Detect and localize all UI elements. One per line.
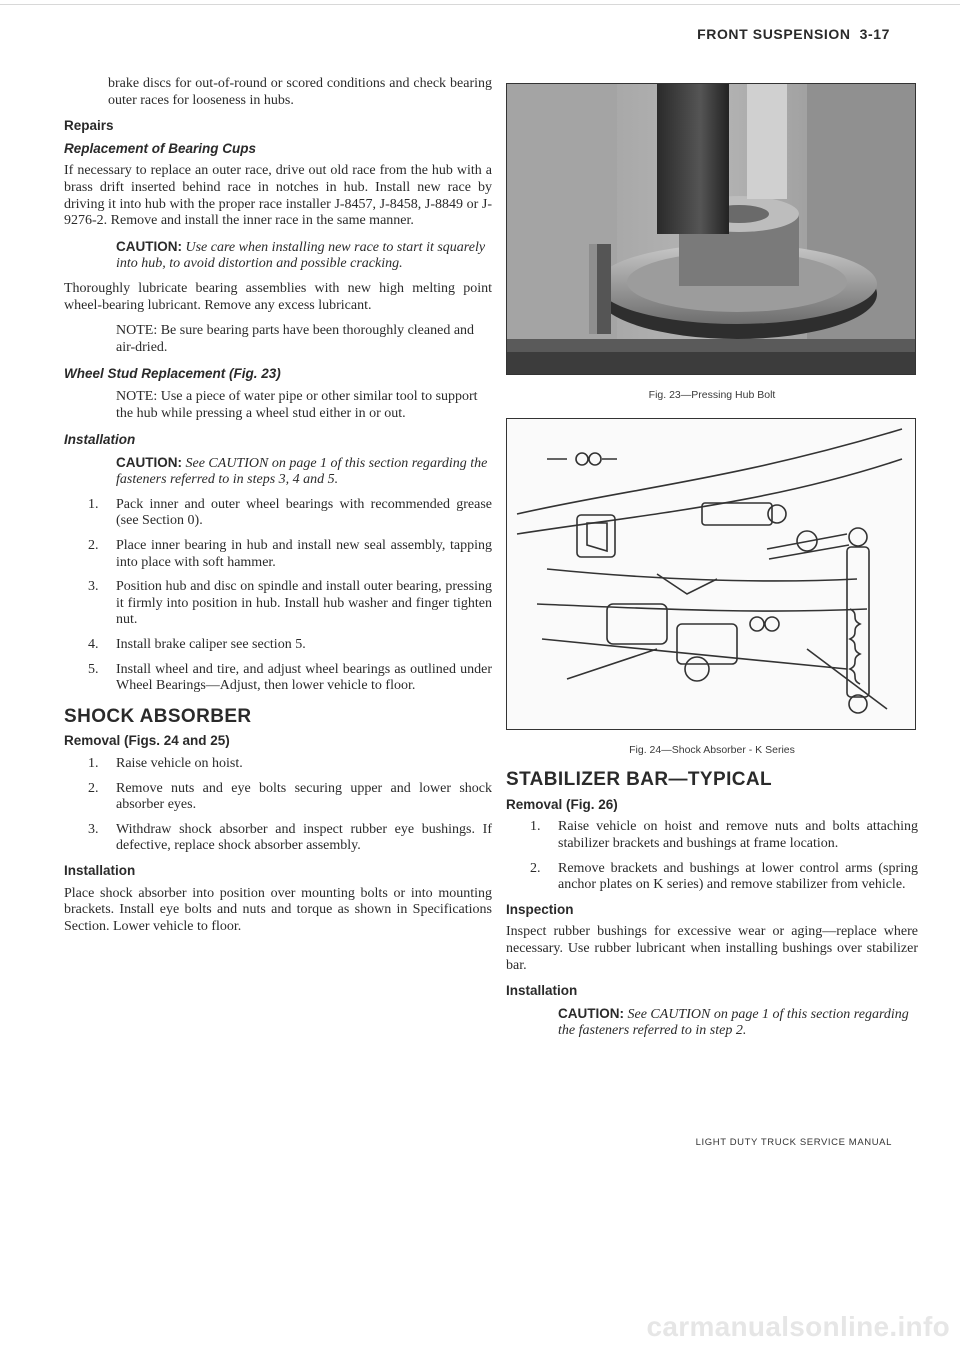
caution-text: Use care when installing new race to start it squarely into hub, to avoid distortion and possible cracking. (116, 239, 486, 272)
hub-press-photo-illustration (507, 84, 915, 374)
caution-fasteners-steps (116, 455, 492, 489)
step-number: 5. (88, 661, 99, 677)
step-number: 2. (530, 860, 541, 876)
caution-bearing-race (116, 239, 492, 273)
list-item (64, 538, 492, 571)
list-item (64, 781, 492, 814)
bearing-cups-heading: Replacement of Bearing Cups (64, 140, 257, 156)
step-number: 2. (88, 780, 99, 796)
list-item (506, 819, 918, 852)
step-text: Remove brackets and bushings at lower control arms (spring anchor plates on K series) and remove stabilizer from vehicle. (558, 860, 918, 893)
left-column (64, 76, 492, 944)
watermark: carmanualsonline.info (646, 1311, 950, 1342)
list-item (64, 579, 492, 629)
list-item (64, 662, 492, 695)
repairs-heading: Repairs (64, 118, 114, 134)
caution-text: See CAUTION on page 1 of this section regarding the fasteners referred to in steps 3, 4 and 5. (116, 455, 488, 488)
inspection-heading: Inspection (506, 901, 574, 917)
shock-installation-paragraph: Place shock absorber into position over mounting bolts or into mounting brackets. Install eye bolts and nuts and torque as shown in Specifications Section. Lower vehicle to floor. (64, 885, 492, 934)
step-text: Raise vehicle on hoist. (116, 756, 243, 771)
stabilizer-removal-heading: Removal (Fig. 26) (506, 796, 618, 812)
inspection-paragraph: Inspect rubber bushings for excessive wear or aging—replace where necessary. Use rubber lubricant when installing bushings over stabilizer bar. (506, 924, 918, 973)
list-item (64, 822, 492, 855)
note-dried-parts: NOTE: Be sure bearing parts have been thoroughly cleaned and air-dried. (116, 323, 475, 355)
intro-paragraph: brake discs for out-of-round or scored conditions and check bearing outer races for looseness in hubs. (108, 76, 492, 108)
step-text: Remove nuts and eye bolts securing upper and lower shock absorber eyes. (116, 780, 492, 813)
stabilizer-bar-heading: STABILIZER BAR—TYPICAL (506, 769, 772, 791)
shock-absorber-heading: SHOCK ABSORBER (64, 705, 252, 727)
list-item (64, 497, 492, 530)
page-header (697, 26, 890, 42)
shock-removal-steps (64, 756, 492, 855)
stabilizer-installation-heading: Installation (506, 983, 578, 999)
step-number: 1. (88, 756, 99, 771)
header-title: FRONT SUSPENSION (697, 26, 851, 42)
top-rule (0, 4, 960, 5)
step-text: Withdraw shock absorber and inspect rubber eye bushings. If defective, replace shock absorber assembly. (116, 821, 492, 854)
page-footer: LIGHT DUTY TRUCK SERVICE MANUAL (695, 1137, 892, 1148)
note-water-pipe: NOTE: Use a piece of water pipe or other similar tool to support the hub while pressing a wheel stud either in or out. (116, 388, 478, 421)
wheel-stud-heading: Wheel Stud Replacement (Fig. 23) (64, 366, 281, 382)
step-number: 3. (88, 579, 99, 595)
shock-installation-heading: Installation (64, 862, 136, 878)
step-text: Install brake caliper see section 5. (116, 637, 306, 653)
step-text: Pack inner and outer wheel bearings with recommended grease (see Section 0). (116, 496, 492, 529)
step-text: Install wheel and tire, and adjust wheel bearings as outlined under Wheel Bearings—Adjust, then lower vehicle to floor. (116, 661, 492, 694)
shock-absorber-line-drawing (507, 419, 915, 729)
caution-text: See CAUTION on page 1 of this section regarding the fasteners referred to in step 2. (558, 1006, 909, 1039)
step-number: 3. (88, 821, 99, 837)
caution-fasteners-step-2 (558, 1006, 918, 1040)
step-text: Position hub and disc on spindle and install outer bearing, pressing it firmly into position in hub. Install hub washer and finger tighten nut. (116, 579, 492, 628)
step-number: 4. (88, 637, 99, 653)
list-item (64, 637, 492, 654)
lubricate-paragraph: Thoroughly lubricate bearing assemblies with new high melting point wheel-bearing lubricant. Remove any excess lubricant. (64, 280, 492, 313)
figure-23-caption: Fig. 23—Pressing Hub Bolt (648, 389, 776, 401)
hub-installation-steps (64, 497, 492, 695)
caution-label: CAUTION: (116, 238, 182, 254)
step-number: 1. (88, 496, 99, 512)
caution-label: CAUTION: (558, 1005, 624, 1021)
figure-23-photo (506, 83, 916, 375)
step-text: Place inner bearing in hub and install new seal assembly, tapping into place with soft hammer. (116, 538, 492, 570)
step-text: Raise vehicle on hoist and remove nuts and bolts attaching stabilizer brackets and bushings at frame location. (558, 819, 918, 851)
stabilizer-removal-steps (506, 819, 918, 893)
step-number: 2. (88, 538, 99, 554)
bearing-cups-paragraph: If necessary to replace an outer race, drive out old race from the hub with a brass drift inserted behind race in notches in hub. Install new race by driving it into hub with the proper race installer J-8457, J-8458, J-8849 or J-9276-2. Remove and install the inner race in the same manner. (64, 163, 492, 229)
caution-label: CAUTION: (116, 454, 182, 470)
figure-24-drawing (506, 418, 916, 730)
hub-installation-heading: Installation (64, 432, 136, 448)
list-item (506, 861, 918, 894)
shock-removal-heading: Removal (Figs. 24 and 25) (64, 733, 230, 749)
right-column (506, 83, 918, 1048)
step-number: 1. (530, 819, 541, 835)
header-page-number: 3-17 (859, 26, 890, 42)
figure-24-caption: Fig. 24—Shock Absorber - K Series (629, 743, 795, 756)
list-item (64, 756, 492, 773)
